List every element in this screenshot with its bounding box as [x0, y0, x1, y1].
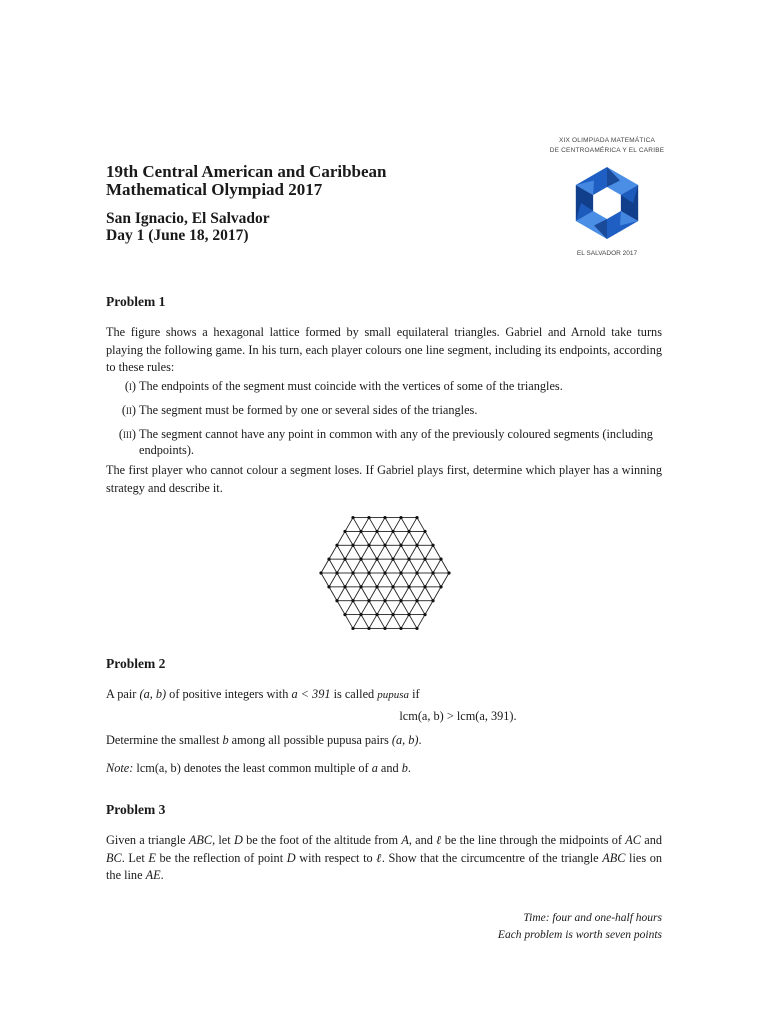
lattice-vertex: [351, 571, 354, 574]
lattice-vertex: [375, 585, 378, 588]
lattice-edge: [401, 601, 409, 615]
lattice-edge: [369, 531, 377, 545]
problem2-equation: lcm(a, b) > lcm(a, 391).: [399, 709, 517, 723]
lattice-edge: [353, 545, 361, 559]
lattice-vertex: [391, 585, 394, 588]
lattice-edge: [425, 601, 433, 615]
lattice-edge: [377, 545, 385, 559]
lattice-edge: [369, 559, 377, 573]
lattice-edge: [337, 601, 345, 615]
lattice-edge: [385, 545, 393, 559]
footer-time: Time: four and one-half hours: [523, 912, 662, 924]
lattice-vertex: [367, 627, 370, 630]
lattice-vertex: [351, 599, 354, 602]
lattice-vertex: [423, 585, 426, 588]
lattice-edge: [345, 573, 353, 587]
lattice-edge: [345, 545, 353, 559]
lattice-edge: [385, 601, 393, 615]
lattice-edge: [401, 545, 409, 559]
lattice-vertex: [335, 571, 338, 574]
lattice-edge: [393, 601, 401, 615]
lattice-vertex: [407, 585, 410, 588]
lattice-vertex: [431, 599, 434, 602]
lattice-edge: [401, 518, 409, 532]
lattice-edge: [417, 559, 425, 573]
lattice-edge: [345, 518, 353, 532]
lattice-edge: [417, 615, 425, 629]
lattice-vertex: [415, 627, 418, 630]
lattice-vertex: [391, 558, 394, 561]
lattice-vertex: [319, 571, 322, 574]
lattice-edge: [385, 531, 393, 545]
lattice-edge: [329, 559, 337, 573]
lattice-vertex: [335, 599, 338, 602]
lattice-edge: [393, 615, 401, 629]
lattice-edge: [345, 601, 353, 615]
lattice-edge: [361, 587, 369, 601]
lattice-edge: [425, 531, 433, 545]
day-date: Day 1 (June 18, 2017): [106, 227, 249, 244]
lattice-vertex: [359, 613, 362, 616]
problem2-intro: A pair (a, b) of positive integers with a < 391 is called pupusa if: [106, 687, 420, 701]
lattice-edge: [353, 615, 361, 629]
lattice-vertex: [415, 571, 418, 574]
lattice-edge: [385, 573, 393, 587]
lattice-edge: [361, 518, 369, 532]
lattice-vertex: [399, 516, 402, 519]
lattice-edge: [353, 573, 361, 587]
lattice-edge: [385, 518, 393, 532]
lattice-vertex: [399, 571, 402, 574]
lattice-edge: [425, 559, 433, 573]
lattice-vertex: [383, 627, 386, 630]
footer-points: Each problem is worth seven points: [497, 929, 662, 941]
lattice-vertex: [415, 599, 418, 602]
lattice-vertex: [423, 558, 426, 561]
lattice-edge: [441, 559, 449, 573]
lattice-vertex: [423, 613, 426, 616]
lattice-edge: [321, 573, 329, 587]
lattice-vertex: [359, 530, 362, 533]
lattice-vertex: [351, 544, 354, 547]
lattice-edge: [353, 587, 361, 601]
lattice-vertex: [383, 544, 386, 547]
lattice-edge: [361, 601, 369, 615]
lattice-edge: [377, 559, 385, 573]
lattice-edge: [417, 518, 425, 532]
lattice-edge: [377, 601, 385, 615]
lattice-edge: [409, 531, 417, 545]
lattice-edge: [345, 531, 353, 545]
lattice-vertex: [383, 571, 386, 574]
lattice-vertex: [367, 516, 370, 519]
lattice-edge: [361, 615, 369, 629]
lattice-edge: [393, 573, 401, 587]
lattice-edge: [401, 573, 409, 587]
title-line1: 19th Central American and Caribbean: [106, 162, 387, 181]
lattice-edge: [385, 587, 393, 601]
lattice-vertex: [343, 613, 346, 616]
lattice-edge: [353, 531, 361, 545]
lattice-edge: [433, 587, 441, 601]
lattice-vertex: [383, 516, 386, 519]
lattice-edge: [425, 545, 433, 559]
lattice-edge: [353, 559, 361, 573]
lattice-edge: [345, 587, 353, 601]
lattice-edge: [369, 601, 377, 615]
lattice-edge: [401, 615, 409, 629]
lattice-edge: [393, 559, 401, 573]
lattice-vertex: [439, 585, 442, 588]
lattice-edge: [409, 545, 417, 559]
lattice-edge: [417, 587, 425, 601]
lattice-vertex: [343, 530, 346, 533]
lattice-edge: [377, 615, 385, 629]
lattice-vertex: [375, 558, 378, 561]
lattice-edge: [353, 601, 361, 615]
lattice-edge: [377, 573, 385, 587]
lattice-edge: [377, 587, 385, 601]
lattice-vertex: [367, 599, 370, 602]
lattice-edge: [361, 531, 369, 545]
olympiad-logo: [532, 136, 682, 276]
lattice-edge: [329, 587, 337, 601]
lattice-vertex: [327, 558, 330, 561]
lattice-vertex: [399, 627, 402, 630]
lattice-vertex: [359, 558, 362, 561]
rule-number: (ii): [121, 403, 136, 417]
lattice-vertex: [375, 613, 378, 616]
lattice-edge: [393, 545, 401, 559]
lattice-edge: [409, 559, 417, 573]
hexagon-logo-icon: [568, 162, 646, 244]
lattice-edge: [385, 559, 393, 573]
lattice-vertex: [375, 530, 378, 533]
lattice-vertex: [431, 544, 434, 547]
page-title: [106, 163, 506, 199]
lattice-edge: [369, 587, 377, 601]
lattice-edge: [353, 518, 361, 532]
rule-text: The endpoints of the segment must coincide with the vertices of some of the triangles.: [139, 379, 563, 393]
lattice-edge: [361, 559, 369, 573]
lattice-edge: [417, 601, 425, 615]
lattice-vertex: [415, 516, 418, 519]
lattice-edge: [409, 615, 417, 629]
lattice-edge: [345, 559, 353, 573]
lattice-edge: [369, 545, 377, 559]
lattice-edge: [329, 573, 337, 587]
lattice-vertex: [343, 585, 346, 588]
lattice-vertex: [367, 571, 370, 574]
logo-footer-text: EL SALVADOR 2017: [576, 250, 638, 257]
lattice-vertex: [367, 544, 370, 547]
lattice-edge: [433, 559, 441, 573]
lattice-edge: [345, 615, 353, 629]
lattice-edge: [393, 531, 401, 545]
problem1-intro: The figure shows a hexagonal lattice formed by small equilateral triangles. Gabriel and Arnold take turns playing the following game. In his turn, each player colours one line segment, including its endpoints, according to these rules:: [106, 325, 662, 374]
lattice-edge: [401, 559, 409, 573]
problem2-question: Determine the smallest b among all possible pupusa pairs (a, b).: [106, 733, 422, 747]
rule-number: (i): [124, 379, 136, 393]
lattice-vertex: [391, 613, 394, 616]
lattice-edge: [433, 545, 441, 559]
lattice-edge: [337, 559, 345, 573]
lattice-edge: [425, 573, 433, 587]
lattice-vertex: [343, 558, 346, 561]
lattice-edge: [369, 573, 377, 587]
problem3-text: Given a triangle ABC, let D be the foot of the altitude from A, and ℓ be the line through the midpoints of AC and BC. Let E be the reflection of point D with respect to ℓ. Show that the circumcentre of the triangle ABC lies on the line AE.: [106, 833, 662, 882]
lattice-edge: [433, 573, 441, 587]
logo-text-line2: DE CENTROAMÉRICA Y EL CARIBE: [549, 147, 665, 154]
lattice-edge: [441, 573, 449, 587]
lattice-vertex: [399, 599, 402, 602]
lattice-edge: [409, 587, 417, 601]
lattice-vertex: [439, 558, 442, 561]
lattice-edge: [409, 573, 417, 587]
lattice-edge: [337, 545, 345, 559]
problem1-outro: The first player who cannot colour a segment loses. If Gabriel plays first, determine which player has a winning strategy and describe it.: [106, 463, 662, 495]
lattice-edge: [337, 531, 345, 545]
lattice-vertex: [359, 585, 362, 588]
lattice-vertex: [391, 530, 394, 533]
lattice-vertex: [431, 571, 434, 574]
lattice-edge: [417, 545, 425, 559]
logo-text-line1: XIX OLIMPIADA MATEMÁTICA: [558, 137, 656, 144]
page-subtitle: [106, 210, 506, 244]
lattice-edge: [401, 587, 409, 601]
problem2-note: Note: lcm(a, b) denotes the least common multiple of a and b.: [106, 761, 411, 775]
lattice-edge: [361, 573, 369, 587]
lattice-edge: [361, 545, 369, 559]
title-line2: Mathematical Olympiad 2017: [106, 180, 323, 199]
lattice-edge: [425, 587, 433, 601]
lattice-edge: [385, 615, 393, 629]
problem1-heading: Problem 1: [106, 294, 166, 309]
rule-text: The segment must be formed by one or several sides of the triangles.: [139, 403, 478, 417]
lattice-vertex: [351, 516, 354, 519]
lattice-vertex: [335, 544, 338, 547]
lattice-edge: [401, 531, 409, 545]
lattice-edge: [409, 601, 417, 615]
lattice-edge: [337, 573, 345, 587]
rule-number: (iii): [118, 427, 136, 441]
lattice-edge: [321, 559, 329, 573]
lattice-edge: [409, 518, 417, 532]
lattice-vertex: [399, 544, 402, 547]
lattice-edge: [337, 587, 345, 601]
problem2-heading: Problem 2: [106, 656, 166, 671]
hexagonal-lattice-figure: [312, 509, 458, 637]
lattice-edge: [329, 545, 337, 559]
lattice-vertex: [383, 599, 386, 602]
rule-text: The segment cannot have any point in common with any of the previously coloured segments (including endpoints).: [139, 427, 653, 457]
lattice-edge: [393, 587, 401, 601]
lattice-vertex: [407, 558, 410, 561]
lattice-vertex: [447, 571, 450, 574]
lattice-vertex: [407, 530, 410, 533]
lattice-vertex: [351, 627, 354, 630]
lattice-vertex: [415, 544, 418, 547]
lattice-vertex: [327, 585, 330, 588]
lattice-edge: [369, 518, 377, 532]
lattice-edge: [369, 615, 377, 629]
lattice-vertex: [407, 613, 410, 616]
lattice-edge: [377, 531, 385, 545]
lattice-vertex: [423, 530, 426, 533]
lattice-edge: [417, 531, 425, 545]
lattice-edge: [393, 518, 401, 532]
problem3-heading: Problem 3: [106, 802, 166, 817]
lattice-edge: [377, 518, 385, 532]
lattice-edge: [417, 573, 425, 587]
location: San Ignacio, El Salvador: [106, 210, 270, 227]
